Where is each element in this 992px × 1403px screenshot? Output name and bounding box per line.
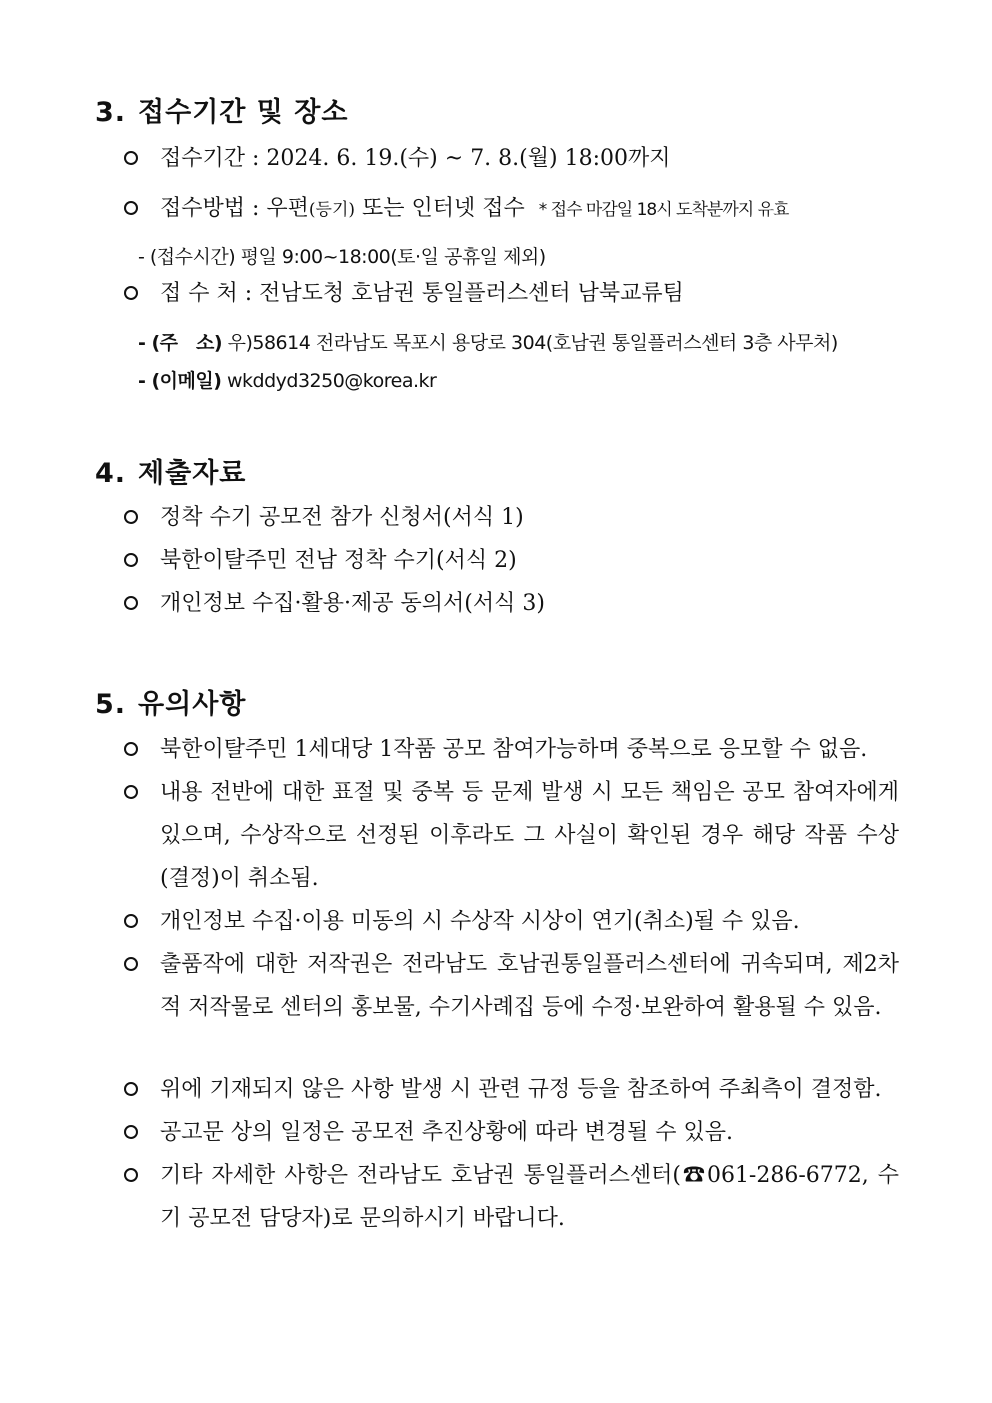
section-5-title: 유의사항 xyxy=(138,689,247,720)
section-5-heading xyxy=(95,682,246,721)
bullet-circle-icon xyxy=(124,1082,138,1096)
address-line xyxy=(138,328,838,355)
bullet-circle-icon xyxy=(124,201,138,215)
receipt-hours: - (접수시간) 평일 9:00~18:00(토·일 공휴일 제외) xyxy=(138,246,546,268)
bullet-circle-icon xyxy=(124,957,138,971)
receipt-period-text: 접수기간 : 2024. 6. 19.(수) ~ 7. 8.(월) 18:00까지 xyxy=(160,146,671,171)
bullet-circle-icon xyxy=(124,553,138,567)
receipt-deadline-note: * 접수 마감일 18시 도착분까지 유효 xyxy=(538,200,789,220)
bullet-circle-icon xyxy=(124,1168,138,1182)
address-label: - (주 소) xyxy=(138,332,223,354)
receipt-method-text: 접수방법 : 우편 xyxy=(160,196,309,221)
section-3-title: 접수기간 및 장소 xyxy=(138,97,349,128)
section-5-number: 5. xyxy=(95,689,127,720)
bullet-circle-icon xyxy=(124,286,138,300)
bullet-circle-icon xyxy=(124,785,138,799)
bullet-circle-icon xyxy=(124,510,138,524)
section-3-heading xyxy=(95,90,348,129)
receipt-method-rest: 또는 인터넷 접수 xyxy=(355,196,525,221)
bullet-circle-icon xyxy=(124,1125,138,1139)
section-4-heading xyxy=(95,451,246,490)
section-3-number: 3. xyxy=(95,97,127,128)
bullet-circle-icon xyxy=(124,596,138,610)
receipt-method-registered: (등기) xyxy=(308,200,356,220)
email-label: - (이메일) xyxy=(138,370,222,392)
receipt-office-text: 접 수 처 : 전남도청 호남권 통일플러스센터 남북교류팀 xyxy=(160,281,684,306)
bullet-circle-icon xyxy=(124,151,138,165)
document-page: 3. 접수기간 및 장소 접수기간 : 2024. 6. 19.(수) ~ 7. 8.(월) 18:00까지 접수방법 : 우편(등기) 또는 인터넷 접수 * 접수 마감일 18시 도착분까지 유효 - (접수시간) 평일 9:00~18:00(토·일 공휴일 제외) 접 수 처 : 전남도청 호남권 통일플러스센터 남북교류팀 - (주 소) 우)58614 전라남도 목포시 용당로 304(호남권 통일플러스센터 3층 사무처) - (이메일) wkddyd3250@korea.kr 4. 제출자료 정착 수기 공모전 참가 신청서(서식 1) 북한이탈주민 전남 정착 수기(서식 2) 개인정보 수집·활용·제공 동의서(서식 3) 5. 유의사항 북한이탈주민 1세대당 1작품 공모 참여가능하며 중복으로 응모할 수 없음. 내용 전반에 대한 표절 및 중복 등 문제 발생 시 모든 책임은 공모 참여자에게 있으며, 수상작으로 선정된 이후라도 그 사실이 확인된 경우 해당 작품 수상(결정)이 취소됨. 개인정보 수집·이용 미동의 시 수상작 시상이 연기(취소)될 수 있음. 출품작에 대한 저작권은 전라남도 호남권통일플러스센터에 귀속되며, 제2차적 저작물로 센터의 홍보물, 수기사례집 등에 수정·보완하여 활용될 수 있음. 위에 기재되지 않은 사항 발생 시 관련 규정 등을 참조하여 주최측이 결정함. 공고문 상의 일정은 공모전 추진상황에 따라 변경될 수 있음. 기타 자세한 사항은 전라남도 호남권 통일플러스센터(☎061-286-6772, 수기 공모전 담당자)로 문의하시기 바랍니다. xyxy=(0,0,992,1403)
bullet-circle-icon xyxy=(124,742,138,756)
email-line xyxy=(138,366,436,393)
address-value: 우)58614 전라남도 목포시 용당로 304(호남권 통일플러스센터 3층 사무처) xyxy=(222,332,838,354)
email-value: wkddyd3250@korea.kr xyxy=(221,370,437,392)
section-4-title: 제출자료 xyxy=(138,458,247,489)
section-4-number: 4. xyxy=(95,458,127,489)
bullet-circle-icon xyxy=(124,914,138,928)
